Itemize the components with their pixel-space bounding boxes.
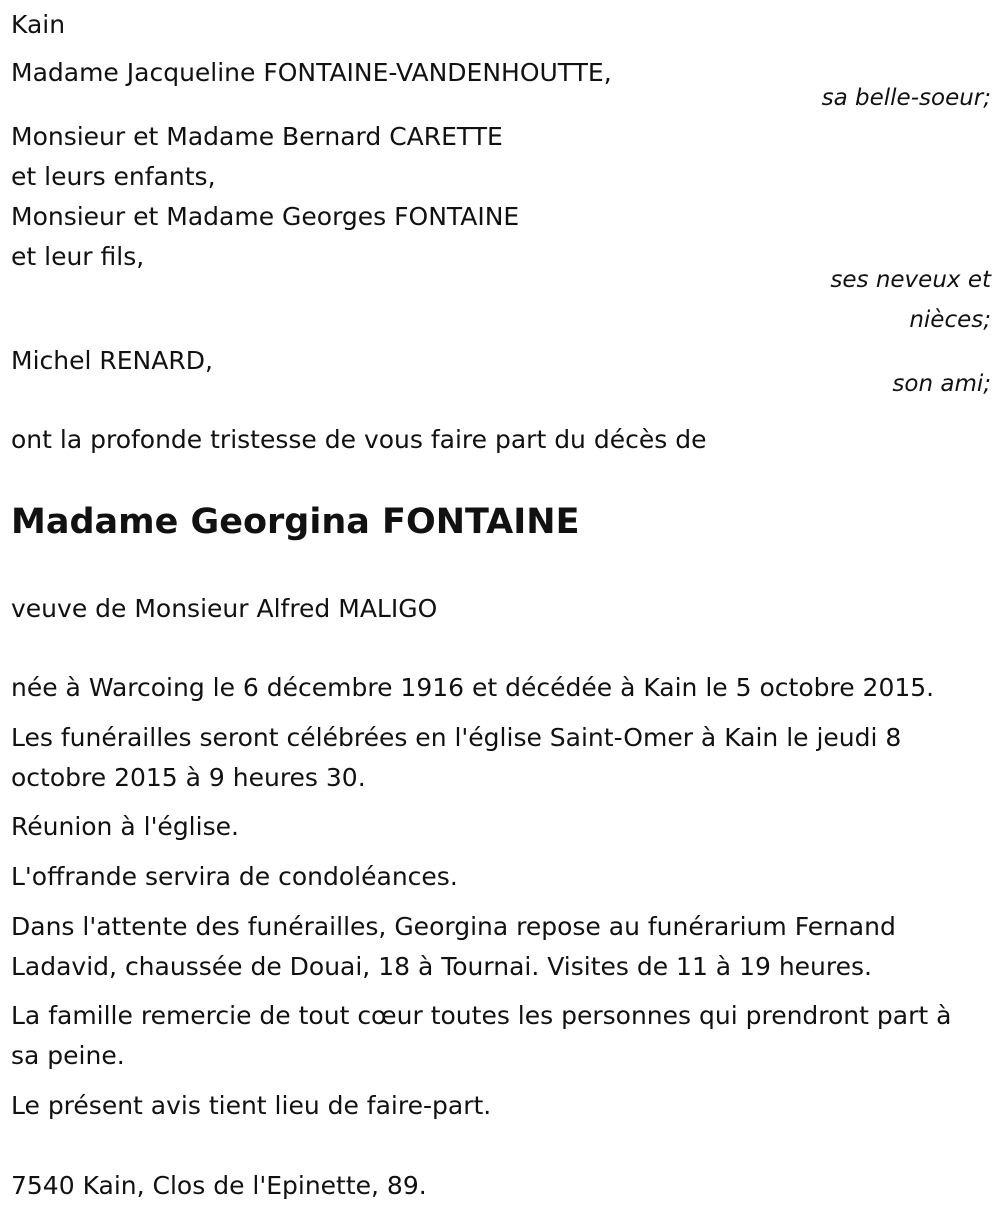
place-header: Kain <box>11 10 66 39</box>
mourner-line: Monsieur et Madame Georges FONTAINE <box>11 202 520 231</box>
meeting-paragraph: Réunion à l'église. <box>11 812 239 841</box>
announcement-text: ont la profonde tristesse de vous faire part du décès de <box>11 425 707 454</box>
birth-death-paragraph: née à Warcoing le 6 décembre 1916 et décédée à Kain le 5 octobre 2015. <box>11 673 935 702</box>
funerarium-paragraph: Dans l'attente des funérailles, Georgina repose au funérarium Fernand Ladavid, chaussée de Douai, 18 à Tournai. Visites de 11 à 19 heures. <box>11 912 896 981</box>
relation-label: son ami; <box>892 371 991 397</box>
widow-of-text: veuve de Monsieur Alfred MALIGO <box>11 594 438 623</box>
notice-paragraph: Le présent avis tient lieu de faire-part. <box>11 1091 492 1120</box>
mourner-line: Madame Jacqueline FONTAINE-VANDENHOUTTE, <box>11 58 612 87</box>
relation-label: nièces; <box>909 307 991 333</box>
mourner-line: et leur fils, <box>11 242 145 271</box>
mourner-line: Monsieur et Madame Bernard CARETTE <box>11 122 503 151</box>
relation-label: sa belle-soeur; <box>821 85 991 111</box>
offering-paragraph: L'offrande servira de condoléances. <box>11 862 458 891</box>
relation-label: ses neveux et <box>830 267 991 293</box>
mourner-line: et leurs enfants, <box>11 162 216 191</box>
obituary-notice <box>11 0 991 1221</box>
mourner-line: Michel RENARD, <box>11 346 213 375</box>
thanks-paragraph: La famille remercie de tout cœur toutes les personnes qui prendront part à sa peine. <box>11 1001 952 1070</box>
deceased-name: Madame Georgina FONTAINE <box>11 502 580 542</box>
address-text: 7540 Kain, Clos de l'Epinette, 89. <box>11 1171 427 1200</box>
funeral-paragraph: Les funérailles seront célébrées en l'église Saint-Omer à Kain le jeudi 8 octobre 2015 à 9 heures 30. <box>11 723 902 792</box>
